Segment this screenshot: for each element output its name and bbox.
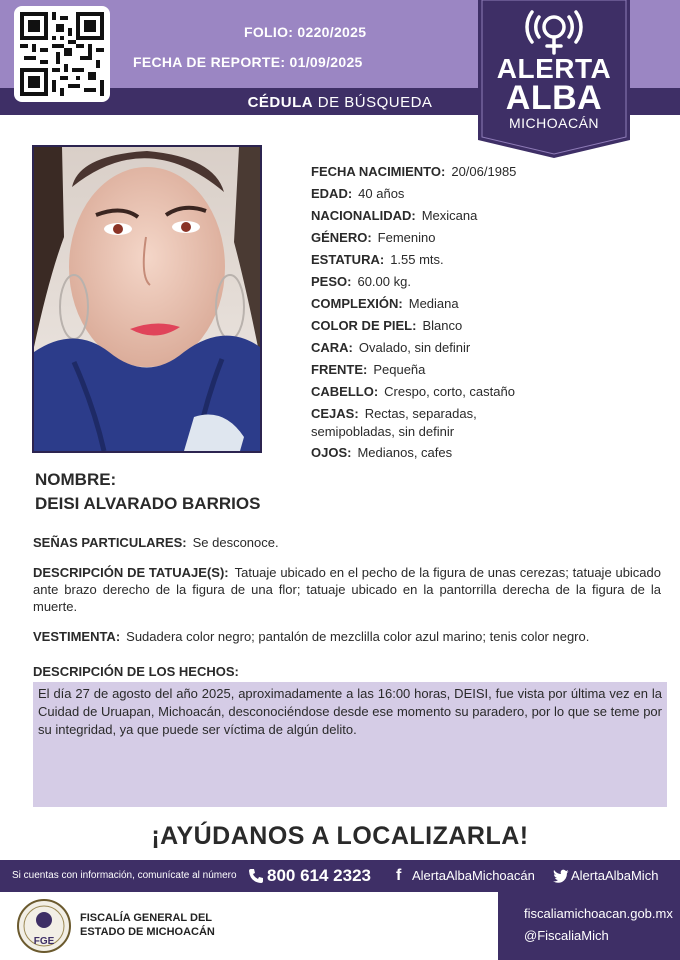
tattoo-description: DESCRIPCIÓN DE TATUAJE(S): Tatuaje ubicado en el pecho de la figura de unas cerezas; tatuaje ubicado ante brazo derecho de la figura de una flor; tatuaje ubicado en la pantorrilla derecha de la figura de la muerte. [33, 565, 661, 614]
senas-particulares: SEÑAS PARTICULARES: Se desconoce. [33, 535, 279, 550]
attr-ojos: OJOS: Medianos, cafes [311, 445, 453, 460]
contact-intro: Si cuentas con información, comunícate al número [12, 870, 237, 881]
badge-michoacan: MICHOACÁN [508, 115, 600, 131]
phone-icon [248, 860, 264, 892]
attr-genero: GÉNERO: Femenino [311, 230, 436, 245]
social-handle[interactable]: @FiscaliaMich [524, 928, 609, 943]
attr-nacionalidad: NACIONALIDAD: Mexicana [311, 208, 478, 223]
footer-links [498, 892, 680, 960]
organization-name: FISCALÍA GENERAL DEL ESTADO DE MICHOACÁN [80, 912, 215, 938]
folio-number: FOLIO: 0220/2025 [244, 24, 367, 40]
contact-bar [0, 860, 680, 892]
facebook-icon: f [396, 867, 402, 884]
twitter-icon [553, 860, 569, 892]
facts-description: El día 27 de agosto del año 2025, aproximadamente a las 16:00 horas, DEISI, fue vista por última vez en la Cuidad de Uruapan, Michoacán, desconociéndose desde ese momento su paradero, por lo que se teme por su integridad, ya que puede ser víctima de algún delito. [33, 682, 667, 807]
person-photo [32, 145, 262, 453]
document-type-title: CÉDULA DE BÚSQUEDA [247, 94, 433, 111]
call-to-action: ¡AYÚDANOS A LOCALIZARLA! [151, 822, 529, 850]
qr-code-icon [20, 12, 104, 96]
attr-complexion: COMPLEXIÓN: Mediana [311, 296, 459, 311]
attr-estatura: ESTATURA: 1.55 mts. [311, 252, 444, 267]
facts-label: DESCRIPCIÓN DE LOS HECHOS: [33, 664, 239, 679]
facebook-handle[interactable]: AlertaAlbaMichoacán [412, 868, 535, 883]
phone-number[interactable]: 800 614 2323 [267, 866, 371, 885]
qr-code[interactable] [14, 6, 110, 102]
attr-cabello: CABELLO: Crespo, corto, castaño [311, 384, 515, 399]
attr-cara: CARA: Ovalado, sin definir [311, 340, 471, 355]
twitter-handle[interactable]: AlertaAlbaMich [571, 868, 659, 883]
attr-cejas-cont: semipobladas, sin definir [311, 424, 455, 439]
report-date: FECHA DE REPORTE: 01/09/2025 [133, 54, 363, 70]
attr-color-piel: COLOR DE PIEL: Blanco [311, 318, 463, 333]
attr-frente: FRENTE: Pequeña [311, 362, 426, 377]
attr-cejas: CEJAS: Rectas, separadas, [311, 406, 477, 421]
fge-seal-icon [16, 898, 72, 954]
badge-alba: ALBA [505, 79, 603, 117]
svg-text:FGE: FGE [33, 936, 55, 947]
name-label: NOMBRE: [35, 470, 117, 489]
website-link[interactable]: fiscaliamichoacan.gob.mx [524, 906, 673, 921]
clothing-description: VESTIMENTA: Sudadera color negro; pantalón de mezclilla color azul marino; tenis color negro. [33, 629, 590, 644]
attr-edad: EDAD: 40 años [311, 186, 405, 201]
badge-alerta: ALERTA [496, 53, 612, 84]
attr-peso: PESO: 60.00 kg. [311, 274, 411, 289]
attr-fecha-nacimiento: FECHA NACIMIENTO: 20/06/1985 [311, 164, 517, 179]
person-name: DEISI ALVARADO BARRIOS [35, 494, 261, 513]
